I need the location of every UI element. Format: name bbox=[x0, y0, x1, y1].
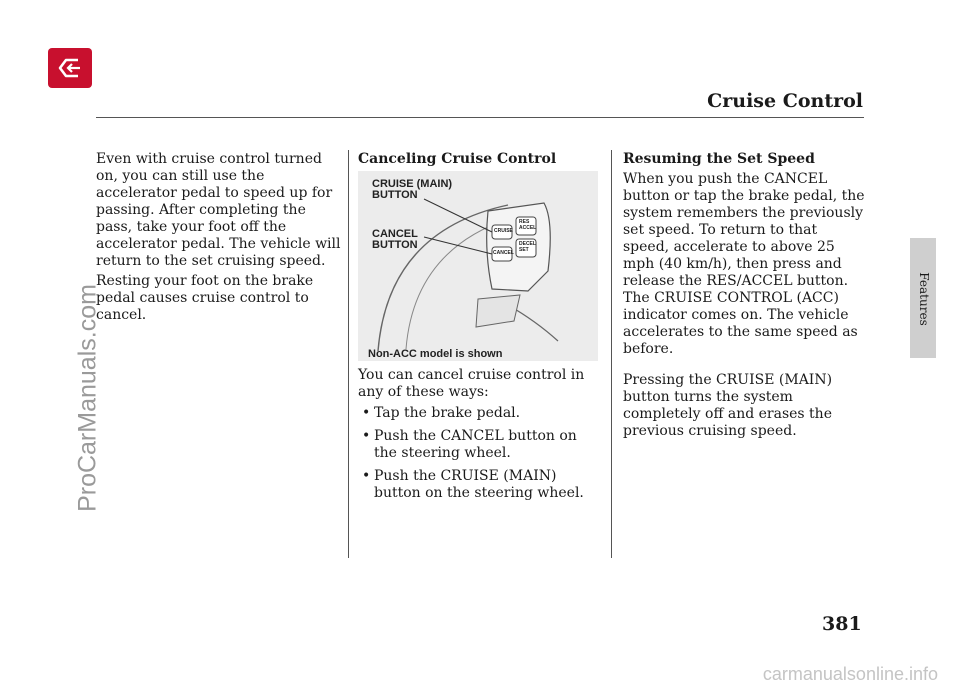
side-tab-label: Features bbox=[917, 272, 931, 326]
back-button[interactable] bbox=[48, 48, 92, 88]
diagram-caption: Non-ACC model is shown bbox=[368, 348, 503, 360]
section-heading: Canceling Cruise Control bbox=[358, 151, 557, 167]
cancel-button-label: CANCEL BUTTON bbox=[372, 228, 418, 251]
res-accel-button-text: RES ACCEL bbox=[519, 219, 537, 231]
list-item: • Push the CRUISE (MAIN) button on the steering wheel. bbox=[358, 468, 602, 502]
cancel-methods-list bbox=[358, 405, 602, 502]
paragraph: Even with cruise control turned on, you can still use the accelerator pedal to speed up for passing. After completing the pass, take your foot off the accelerator pedal. The vehicle will return to the set cruising speed. bbox=[96, 151, 341, 269]
list-item: • Tap the brake pedal. bbox=[358, 405, 602, 422]
column-1 bbox=[96, 151, 342, 327]
page-number: 381 bbox=[822, 613, 862, 635]
decel-set-button-text: DECEL SET bbox=[519, 241, 536, 253]
paragraph: Pressing the CRUISE (MAIN) button turns the system completely off and erases the previous cruising speed. bbox=[623, 372, 833, 439]
column-divider bbox=[348, 150, 349, 558]
cancel-button-text: CANCEL bbox=[493, 250, 514, 256]
paragraph: When you push the CANCEL button or tap the brake pedal, the system remembers the previously set speed. To return to that speed, accelerate to above 25 mph (40 km/h), then press and release the RES/ACCEL button. The CRUISE CONTROL (ACC) indicator comes on. The vehicle accelerates to the same speed as before. bbox=[623, 171, 865, 357]
cruise-leader-line bbox=[424, 199, 492, 232]
header-rule bbox=[96, 117, 864, 118]
section-title: Cruise Control bbox=[707, 90, 863, 112]
column-3 bbox=[623, 151, 867, 443]
list-item: • Push the CANCEL button on the steering wheel. bbox=[358, 428, 602, 462]
section-heading: Resuming the Set Speed bbox=[623, 151, 815, 167]
watermark-left: ProCarManuals.com bbox=[73, 284, 102, 512]
column-divider bbox=[611, 150, 612, 558]
watermark-bottom: carmanualsonline.info bbox=[762, 664, 938, 684]
cancel-leader-line bbox=[424, 237, 492, 254]
steering-wheel-diagram bbox=[358, 171, 598, 361]
paragraph: Resting your foot on the brake pedal causes cruise control to cancel. bbox=[96, 273, 314, 323]
back-arrow-icon bbox=[48, 48, 92, 88]
column-2 bbox=[358, 151, 602, 508]
paragraph: You can cancel cruise control in any of these ways: bbox=[358, 367, 585, 400]
cruise-main-button-label: CRUISE (MAIN) BUTTON bbox=[372, 178, 453, 201]
cruise-button-text: CRUISE bbox=[494, 228, 513, 234]
